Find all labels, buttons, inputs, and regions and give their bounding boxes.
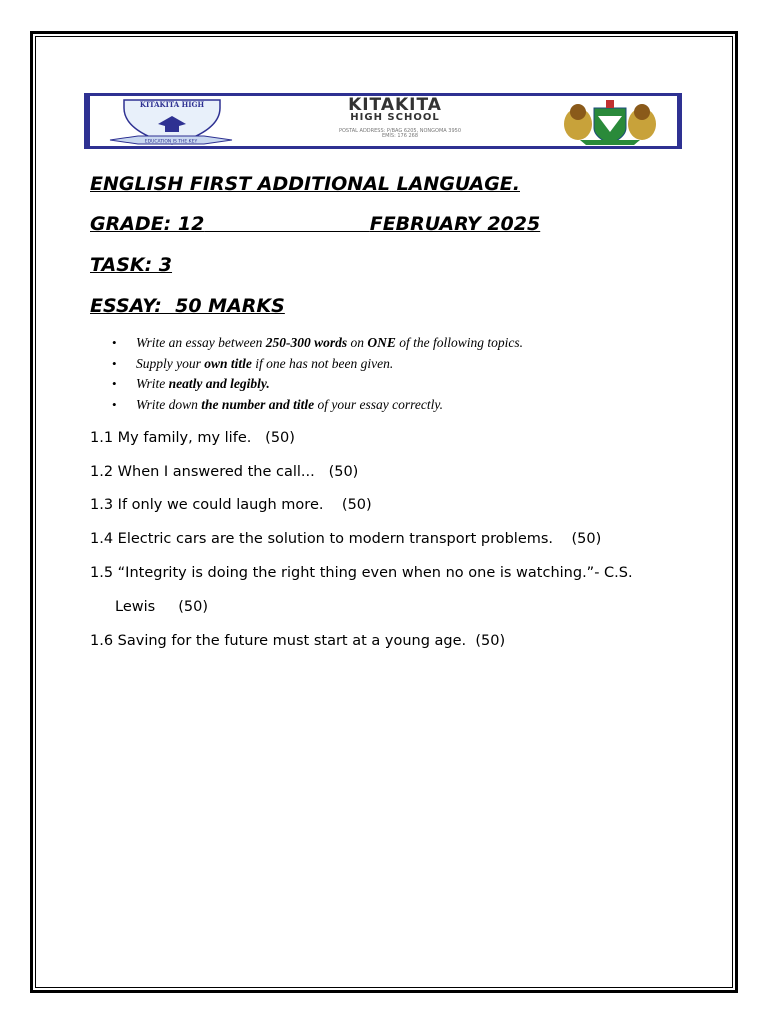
- essay-topic-1-1: 1.1 My family, my life. (50): [90, 430, 295, 446]
- exam-date: FEBRUARY 2025: [369, 213, 541, 235]
- essay-topic-1-3: 1.3 If only we could laugh more. (50): [90, 497, 372, 513]
- coat-of-arms-logo: [550, 98, 670, 146]
- instructions-list: [110, 333, 523, 415]
- instruction-item: • Supply your own title if one has not been given.: [110, 354, 523, 375]
- instruction-item: • Write an essay between 250-300 words on ONE of the following topics.: [110, 333, 523, 354]
- heading-spacer: [204, 213, 369, 235]
- essay-topic-1-2: 1.2 When I answered the call... (50): [90, 464, 359, 480]
- essay-topic-1-6: 1.6 Saving for the future must start at a young age. (50): [90, 633, 506, 649]
- essay-topic-1-5-continued: Lewis (50): [115, 599, 208, 615]
- essay-heading: ESSAY: 50 MARKS: [90, 295, 285, 317]
- essay-topic-1-5: 1.5 “Integrity is doing the right thing even when no one is watching.”- C.S.: [90, 565, 633, 581]
- task-heading: TASK: 3: [90, 254, 173, 276]
- essay-topic-1-4: 1.4 Electric cars are the solution to modern transport problems. (50): [90, 531, 602, 547]
- instruction-item: • Write neatly and legibly.: [110, 374, 523, 395]
- badge-top-text: KITAKITA HIGH: [139, 100, 205, 109]
- subject-heading: ENGLISH FIRST ADDITIONAL LANGUAGE.: [90, 173, 520, 195]
- grade-label: GRADE: 12: [90, 213, 205, 235]
- badge-motto-text: EDUCATION IS THE KEY: [144, 139, 198, 145]
- grade-heading: [90, 212, 540, 236]
- postal-address: POSTAL ADDRESS: P/BAG 6205, NONGOMA 3950: [338, 128, 462, 134]
- school-badge-logo: [108, 98, 234, 146]
- emis-number: EMIS: 176 268: [381, 133, 419, 139]
- school-subtitle: HIGH SCHOOL: [350, 112, 440, 123]
- school-name: KITAKITA: [348, 95, 442, 115]
- instruction-item: • Write down the number and title of your essay correctly.: [110, 395, 523, 416]
- school-banner: [84, 93, 682, 149]
